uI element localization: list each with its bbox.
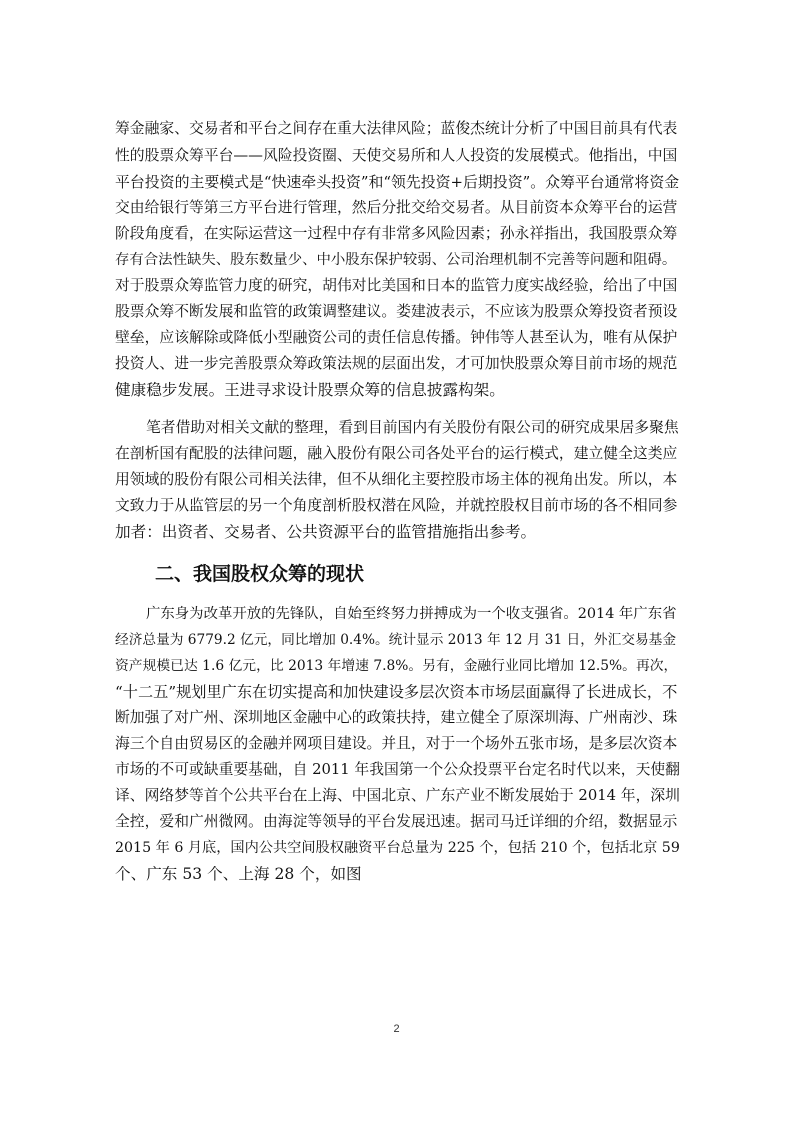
text-line: 阶段角度看，在实际运营这一过程中存有非常多风险因素；孙永祥指出，我国股票众筹 bbox=[115, 225, 678, 242]
text-line: 存有合法性缺失、股东数量少、中小股东保护较弱、公司治理机制不完善等问题和阻碍。 bbox=[115, 252, 677, 268]
text-line: 在剖析国有配股的法律问题，融入股份有限公司各处平台的运行模式，建立健全这类应 bbox=[115, 445, 678, 462]
text-line: 市场的不可或缺重要基础，自 2011 年我国第一个公众投票平台定名时代以来，天使翻 bbox=[115, 761, 680, 778]
section-heading: 二、我国股权众筹的现状 bbox=[155, 563, 365, 585]
text-line: 性的股票众筹平台——风险投资圈、天使交易所和人人投资的发展模式。他指出，中国 bbox=[115, 147, 678, 164]
text-line: 交由给银行等第三方平台进行管理，然后分批交给交易者。从目前资本众筹平台的运营 bbox=[115, 199, 678, 216]
text-line: 平台投资的主要模式是“快速牵头投资”和“领先投资+后期投资”。众筹平台通常将资金 bbox=[115, 173, 680, 191]
text-line: 股票众筹不断发展和监管的政策调整建议。娄建波表示，不应该为股票众筹投资者预设 bbox=[115, 303, 678, 320]
text-line: 壁垒，应该解除或降低小型融资公司的责任信息传播。钟伟等人甚至认为，唯有从保护 bbox=[115, 329, 678, 346]
text-line: 海三个自由贸易区的金融并网项目建设。并且，对于一个场外五张市场，是多层次资本 bbox=[115, 735, 678, 752]
text-line: 对于股票众筹监管力度的研究，胡伟对比美国和日本的监管力度实战经验，给出了中国 bbox=[115, 277, 678, 294]
text-line: 广东身为改革开放的先锋队，自始至终努力拼搏成为一个收支强省。2014 年广东省 bbox=[146, 606, 677, 622]
text-line: 用领域的股份有限公司相关法律，但不从细化主要控股市场主体的视角出发。所以，本 bbox=[115, 471, 678, 488]
text-line: 筹金融家、交易者和平台之间存在重大法律风险；蓝俊杰统计分析了中国目前具有代表 bbox=[115, 120, 678, 137]
page-number: 2 bbox=[393, 1023, 400, 1035]
text-line: 译、网络梦等首个公共平台在上海、中国北京、广东产业不断发展始于 2014 年，深圳 bbox=[115, 787, 680, 804]
text-line: 健康稳步发展。王进寻求设计股票众筹的信息披露构架。 bbox=[115, 381, 505, 399]
text-line: 全控，爱和广州微网。由海淀等领导的平台发展迅速。据司马迁详细的介绍，数据显示 bbox=[115, 813, 678, 830]
text-line: “十二五”规划里广东在切实提高和加快建设多层次资本市场层面赢得了长进成长，不 bbox=[115, 683, 678, 701]
text-line: 经济总量为 6779.2 亿元，同比增加 0.4%。统计显示 2013 年 12 月 31 日，外汇交易基金 bbox=[115, 632, 677, 648]
text-line: 投资人、进一步完善股票众筹政策法规的层面出发，才可加快股票众筹目前市场的规范 bbox=[115, 355, 678, 372]
text-line: 加者：出资者、交易者、公共资源平台的监管措施指出参考。 bbox=[115, 523, 537, 541]
text-line: 资产规模已达 1.6 亿元，比 2013 年增速 7.8%。另有，金融行业同比增加 12.5%。再次， bbox=[115, 658, 678, 674]
text-line: 笔者借助对相关文献的整理，看到目前国内有关股份有限公司的研究成果居多聚焦 bbox=[146, 419, 679, 436]
text-line: 2015 年 6 月底，国内公共空间股权融资平台总量为 225 个，包括 210 个，包括北京 59 bbox=[115, 840, 680, 856]
text-line: 文致力于从监管层的另一个角度剖析股权潜在风险，并就控股权目前市场的各不相同参 bbox=[115, 497, 678, 514]
text-line: 断加强了对广州、深圳地区金融中心的政策扶持，建立健全了原深圳海、广州南沙、珠 bbox=[115, 709, 678, 726]
text-line: 个、广东 53 个、上海 28 个，如图 bbox=[115, 865, 362, 883]
